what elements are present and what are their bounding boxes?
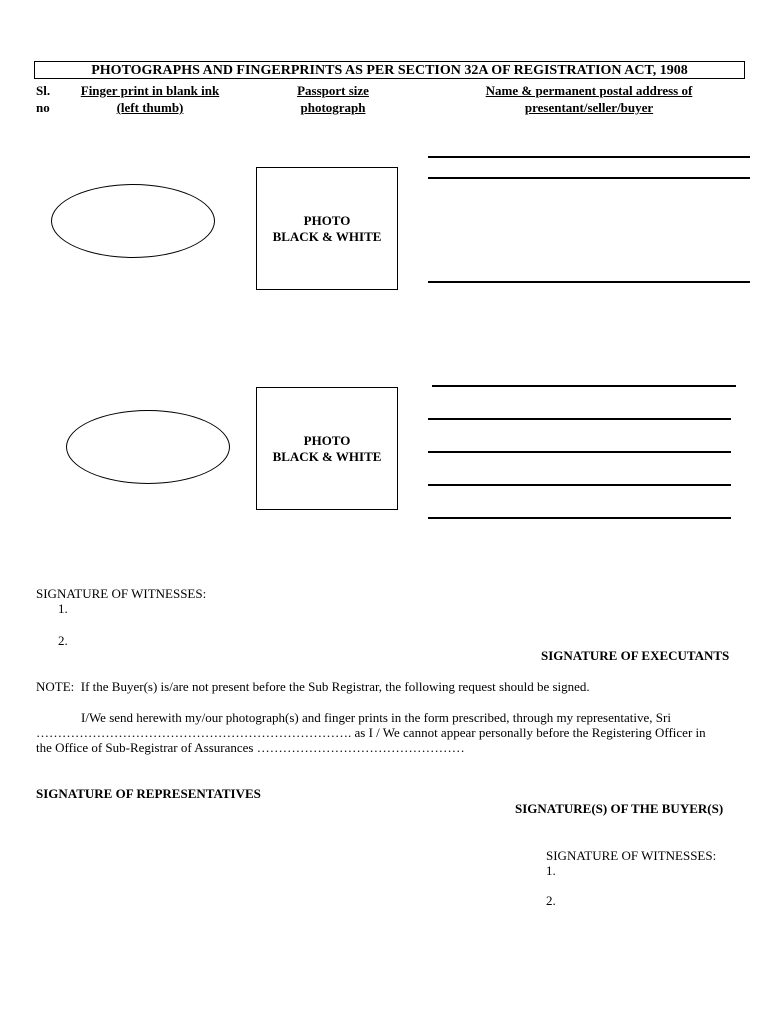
sl-no-header-line1: Sl.: [36, 83, 51, 98]
address-line-2a: [432, 385, 736, 387]
form-title: PHOTOGRAPHS AND FINGERPRINTS AS PER SECTION 32A OF REGISTRATION ACT, 1908: [34, 61, 745, 79]
photo-box-2-line1: PHOTO: [303, 432, 351, 448]
sl-no-header-line2: no: [36, 100, 50, 115]
fingerprint-header: [50, 82, 250, 116]
request-line-2: ………………………………………………………………. as I / We cannot appear personally before the Registering Officer in: [36, 725, 706, 740]
address-line-1b: [428, 177, 750, 179]
address-line-2c: [428, 451, 731, 453]
address-line-2e: [428, 517, 731, 519]
address-line-1c: [428, 281, 750, 283]
photo-box-2-line2: BLACK & WHITE: [272, 448, 382, 464]
witness-1-number-1: 1.: [58, 601, 68, 616]
witness-2-number-1: 1.: [546, 863, 556, 878]
fingerprint-oval-2: [66, 410, 230, 484]
photo-box-1-line2: BLACK & WHITE: [272, 228, 382, 244]
address-line-2d: [428, 484, 731, 486]
witnesses-heading-1: SIGNATURE OF WITNESSES:: [36, 586, 207, 601]
signature-representatives: SIGNATURE OF REPRESENTATIVES: [36, 786, 261, 801]
photo-box-1: [256, 167, 398, 290]
witness-1-number-2: 2.: [58, 633, 68, 648]
request-line-3: the Office of Sub-Registrar of Assurances …………………………………………: [36, 740, 465, 755]
address-line-2b: [428, 418, 731, 420]
photograph-header: [268, 82, 398, 116]
fingerprint-header-line1: Finger print in blank ink: [80, 83, 220, 98]
photo-box-1-line1: PHOTO: [303, 212, 351, 228]
witness-2-number-2: 2.: [546, 893, 556, 908]
signature-executants: SIGNATURE OF EXECUTANTS: [541, 648, 730, 663]
request-line-1: I/We send herewith my/our photograph(s) and finger prints in the form prescribed, through my representative, Sri: [81, 710, 671, 725]
photo-box-2: [256, 387, 398, 510]
address-line-1a: [428, 156, 750, 158]
photograph-header-line2: photograph: [300, 100, 366, 115]
name-address-header-line1: Name & permanent postal address of: [485, 83, 693, 98]
fingerprint-oval-1: [51, 184, 215, 258]
photograph-header-line1: Passport size: [297, 83, 369, 98]
sl-no-header: [36, 82, 50, 116]
note-text: NOTE: If the Buyer(s) is/are not present before the Sub Registrar, the following request should be signed.: [36, 679, 590, 694]
witnesses-heading-2: SIGNATURE OF WITNESSES:: [546, 848, 717, 863]
name-address-header: [430, 82, 748, 116]
name-address-header-line2: presentant/seller/buyer: [524, 100, 654, 115]
fingerprint-header-line2: (left thumb): [116, 100, 184, 115]
signature-buyers: SIGNATURE(S) OF THE BUYER(S): [515, 801, 724, 816]
